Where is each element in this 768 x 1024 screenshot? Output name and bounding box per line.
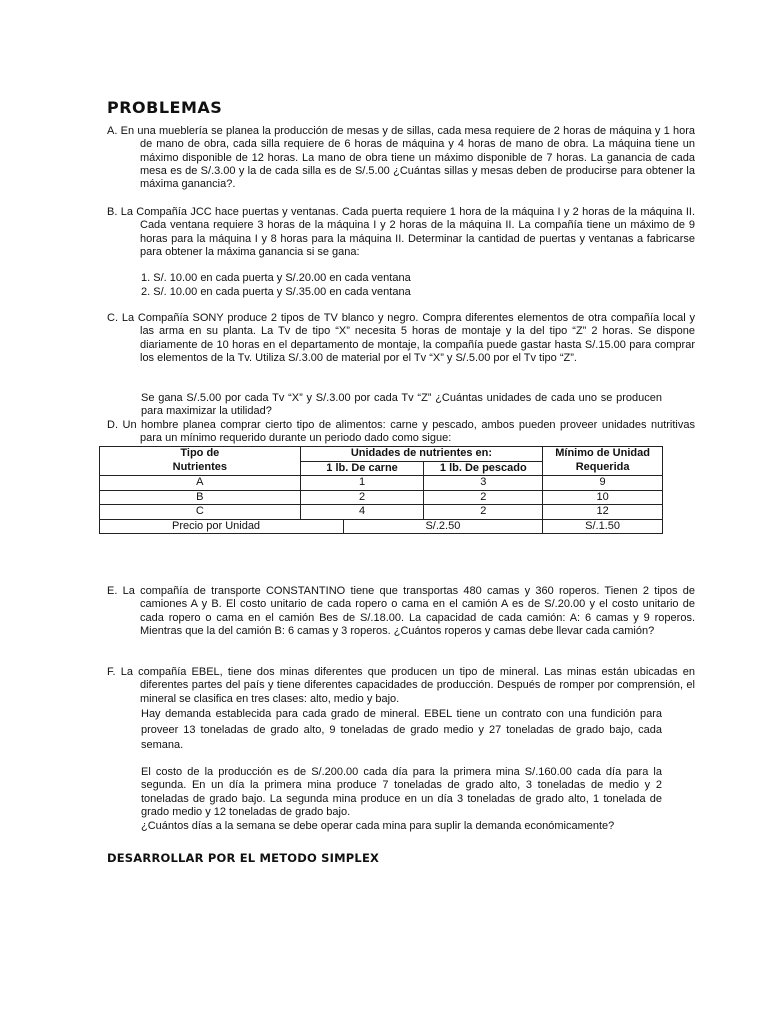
problem-b-option-1: 1. S/. 10.00 en cada puerta y S/.20.00 en cada ventana (141, 272, 411, 284)
table-row (100, 505, 663, 520)
table-row (100, 476, 663, 491)
footer-heading: DESARROLLAR POR EL METODO SIMPLEX (107, 851, 380, 865)
cell-min: 9 (543, 476, 663, 491)
price-row (100, 519, 663, 534)
cell-fish: 3 (424, 476, 543, 491)
problem-c-question: Se gana S/.5.00 por cada Tv “X” y S/.3.00 por cada Tv “Z” ¿Cuántas unidades de cada uno se producen para maximizar la utilidad? (141, 392, 662, 418)
cell-meat: 1 (300, 476, 424, 491)
header-fish: 1 lb. De pescado (424, 461, 543, 476)
header-type-2: Nutrientes (100, 461, 301, 476)
problem-f-demand: Hay demanda establecida para cada grado de mineral. EBEL tiene un contrato con una fundición para proveer 13 toneladas de grado alto, 9 toneladas de grado medio y 27 toneladas de grado bajo, cada semana. (141, 708, 662, 751)
page-title: PROBLEMAS (107, 98, 223, 117)
cell-min: 12 (543, 505, 663, 520)
cell-meat: 2 (300, 490, 424, 505)
cell-type: B (100, 490, 301, 505)
problem-e-text: E. La compañía de transporte CONSTANTINO tiene que transportas 480 camas y 360 roperos. Tienen 2 tipos de camiones A y B. El costo unitario de cada ropero o cama en el camión A es de S/.20.00 y el costo unitario de cada ropero o cama en el camión Bes de S/.18.00. La capacidad de cada camión: A: 6 camas y 9 roperos. Mientras que la del camión B: 6 camas y 3 roperos. ¿Cuántos roperos y camas debe llevar cada camión? (107, 585, 695, 637)
price-meat: S/.2.50 (343, 519, 543, 534)
header-min-2: Requerida (543, 461, 663, 476)
price-label: Precio por Unidad (100, 519, 344, 534)
problem-d-text: D. Un hombre planea comprar cierto tipo de alimentos: carne y pescado, ambos pueden proveer unidades nutritivas para un mínimo requerido durante un periodo dado como sigue: (107, 419, 695, 445)
cell-min: 10 (543, 490, 663, 505)
cell-type: A (100, 476, 301, 491)
problem-b-text: B. La Compañía JCC hace puertas y ventanas. Cada puerta requiere 1 hora de la máquina I y 2 horas de la máquina II. Cada ventana requiere 3 horas de la máquina I y 2 horas de la máquina II. La compañía tiene un máximo de 9 horas para la máquina I y 8 horas para la máquina II. Determinar la cantidad de puertas y ventanas a fabricarse para obtener la máxima ganancia si se gana: (107, 206, 695, 258)
cell-fish: 2 (424, 505, 543, 520)
header-type-1: Tipo de (100, 447, 301, 462)
problem-c-text: C. La Compañía SONY produce 2 tipos de TV blanco y negro. Compra diferentes elementos de otra compañía local y las arma en su planta. La Tv de tipo “X” necesita 5 horas de montaje y la del tipo “Z” 2 horas. Se dispone diariamente de 10 horas en el departamento de montaje, la compañía puede gastar hasta S/.15.00 para comprar los elementos de la Tv. Utiliza S/.3.00 de material por el Tv “X” y S/.5.00 por el Tv tipo “Z”. (107, 312, 695, 364)
table-row (100, 490, 663, 505)
cell-fish: 2 (424, 490, 543, 505)
problem-f-question: ¿Cuántos días a la semana se debe operar cada mina para suplir la demanda económicamente? (141, 820, 615, 832)
problem-a-text: A. En una mueblería se planea la producción de mesas y de sillas, cada mesa requiere de 2 horas de máquina y 1 hora de mano de obra, cada silla requiere de 6 horas de máquina y 4 horas de mano de obra. La máquina tiene un máximo disponible de 12 horas. La mano de obra tiene un máximo disponible de 7 horas. La ganancia de cada mesa es de S/.3.00 y la de cada silla es de S/.5.00 ¿Cuántas sillas y mesas deben de producirse para obtener la máxima ganancia?. (107, 125, 695, 191)
header-min-1: Mínimo de Unidad (543, 447, 663, 462)
nutrition-table (99, 446, 663, 534)
header-units: Unidades de nutrientes en: (300, 447, 543, 462)
problem-f-text: F. La compañía EBEL, tiene dos minas diferentes que producen un tipo de mineral. Las minas están ubicadas en diferentes partes del país y tiene diferentes capacidades de producción. Después de romper por comprensión, el mineral se clasifica en tres clases: alto, medio y bajo. (107, 666, 695, 705)
problem-b-option-2: 2. S/. 10.00 en cada puerta y S/.35.00 en cada ventana (141, 286, 411, 298)
problem-f-cost: El costo de la producción es de S/.200.00 cada día para la primera mina S/.160.00 cada día para la segunda. En un día la primera mina produce 7 toneladas de grado alto, 3 toneladas de medio y 2 toneladas de grado bajo. La segunda mina produce en un día 3 toneladas de grado alto, 1 tonelada de grado medio y 12 toneladas de grado bajo. (141, 766, 662, 818)
cell-type: C (100, 505, 301, 520)
header-meat: 1 lb. De carne (300, 461, 424, 476)
price-fish: S/.1.50 (543, 519, 663, 534)
cell-meat: 4 (300, 505, 424, 520)
